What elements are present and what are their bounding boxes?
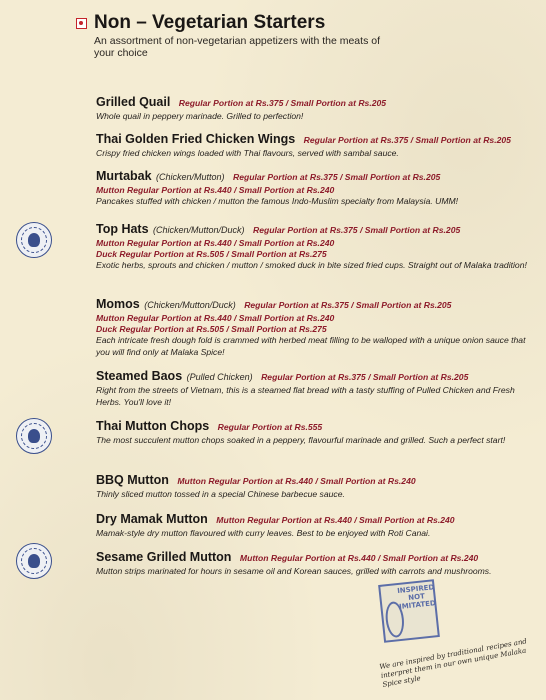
item-price-duck: Duck Regular Portion at Rs.505 / Small Portion at Rs.275: [96, 324, 327, 334]
item-description: Exotic herbs, sprouts and chicken / mutton / smoked duck in bite sized fried cups. Straight out of Malaka tradition!: [96, 260, 527, 270]
item-price: Mutton Regular Portion at Rs.440 / Small Portion at Rs.240: [216, 515, 455, 525]
item-price-mutton: Mutton Regular Portion at Rs.440 / Small Portion at Rs.240: [96, 238, 335, 248]
item-description: Thinly sliced mutton tossed in a special Chinese barbecue sauce.: [96, 489, 345, 499]
item-name: Momos: [96, 297, 140, 311]
item-price: Regular Portion at Rs.375 / Small Portion at Rs.205: [252, 225, 461, 235]
section-subtitle: An assortment of non-vegetarian appetizers with the meats of your choice: [94, 35, 380, 59]
item-name: Thai Mutton Chops: [96, 419, 210, 433]
item-variants: (Chicken/Mutton): [156, 172, 225, 182]
menu-item: [96, 510, 536, 540]
item-description: Crispy fried chicken wings loaded with Thai flavours, served with sambal sauce.: [96, 148, 399, 158]
item-price: Regular Portion at Rs.375 / Small Portion at Rs.205: [261, 372, 469, 382]
item-price: Regular Portion at Rs.375 / Small Portion at Rs.205: [178, 98, 387, 108]
inspired-not-imitated-stamp: [378, 579, 440, 643]
item-name: Grilled Quail: [96, 95, 171, 109]
item-price-mutton: Mutton Regular Portion at Rs.440 / Small Portion at Rs.240: [96, 185, 335, 195]
item-price: Regular Portion at Rs.375 / Small Portion at Rs.205: [244, 300, 452, 310]
item-description: Each intricate fresh dough fold is crammed with herbed meat filling to be walloped with a unique onion sauce that you will find only at Malaka Spice!: [96, 335, 526, 357]
menu-item: [96, 220, 536, 272]
chef-special-badge-icon: [16, 222, 52, 258]
chef-special-badge-icon: [16, 543, 52, 579]
item-name: Sesame Grilled Mutton: [96, 550, 232, 564]
stamp-text: INSPIRED NOT IMITATED: [396, 583, 437, 611]
item-description: Mamak-style dry mutton flavoured with curry leaves. Best to be enjoyed with Roti Canai.: [96, 528, 431, 538]
item-name: Dry Mamak Mutton: [96, 512, 208, 526]
item-name: BBQ Mutton: [96, 473, 169, 487]
item-description: The most succulent mutton chops soaked in a peppery, flavourful marinade and grilled. Such a perfect start!: [96, 435, 506, 445]
item-name: Steamed Baos: [96, 369, 183, 383]
item-description: Pancakes stuffed with chicken / mutton the famous Indo-Muslim specialty from Malaysia. UMM!: [96, 196, 459, 206]
item-name: Thai Golden Fried Chicken Wings: [96, 132, 296, 146]
item-price: Regular Portion at Rs.555: [217, 422, 323, 432]
non-veg-mark-icon: [76, 18, 87, 29]
item-name: Top Hats: [96, 222, 149, 236]
item-description: Right from the streets of Vietnam, this is a steamed flat bread with a tasty stuffing of Pulled Chicken and Fresh Herbs. You'll love it!: [96, 385, 515, 407]
menu-item: [96, 93, 536, 123]
item-price: Mutton Regular Portion at Rs.440 / Small Portion at Rs.240: [239, 553, 479, 563]
menu-item: [96, 295, 536, 358]
menu-item: [96, 548, 536, 578]
menu-item: [96, 167, 536, 208]
chef-special-badge-icon: [16, 418, 52, 454]
item-variants: (Chicken/Mutton/Duck): [153, 225, 245, 235]
item-variants: (Chicken/Mutton/Duck): [144, 300, 236, 310]
item-name: Murtabak: [96, 169, 152, 183]
item-price: Mutton Regular Portion at Rs.440 / Small Portion at Rs.240: [177, 476, 416, 486]
menu-item: [96, 417, 536, 447]
item-description: Mutton strips marinated for hours in sesame oil and Korean sauces, grilled with carrots and mushrooms.: [96, 566, 492, 576]
menu-item: [96, 471, 536, 501]
section-title: Non – Vegetarian Starters: [94, 12, 326, 33]
item-price: Regular Portion at Rs.375 / Small Portion at Rs.205: [233, 172, 441, 182]
menu-item: [96, 130, 536, 160]
item-price-duck: Duck Regular Portion at Rs.505 / Small Portion at Rs.275: [96, 249, 327, 259]
item-price-mutton: Mutton Regular Portion at Rs.440 / Small Portion at Rs.240: [96, 313, 335, 323]
item-price: Regular Portion at Rs.375 / Small Portion at Rs.205: [303, 135, 511, 145]
stamp-note: We are inspired by traditional recipes and interpret them in our own unique Malaka Spice style: [378, 637, 528, 689]
item-variants: (Pulled Chicken): [186, 372, 253, 382]
item-description: Whole quail in peppery marinade. Grilled to perfection!: [96, 111, 304, 121]
menu-item: [96, 367, 536, 408]
